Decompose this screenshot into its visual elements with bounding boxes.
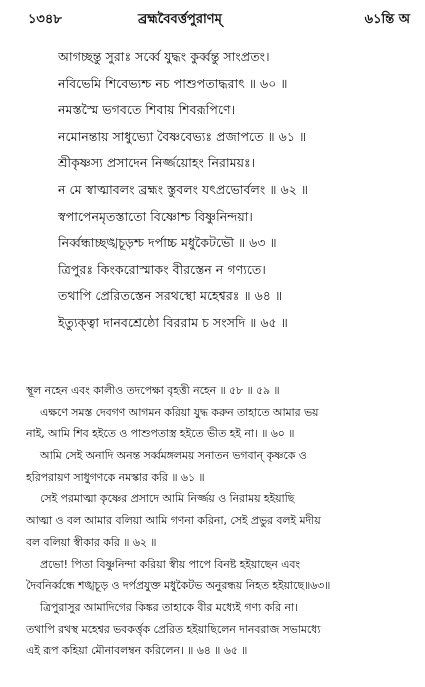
translation-line: দৈবনির্ব্বন্ধে শঙ্খচূড় ও দর্পপ্রযুক্ত মধুকৈটভ অনুরন্ধয় নিহত হইয়াছে॥৬৩॥: [26, 579, 331, 593]
book-title: ব্রহ্মবৈবর্ত্তপুরাণম্‌: [138, 12, 222, 27]
verse-line: নবিভেমি শিবেভ্যশ্চ নচ পাশুপতাদ্ধরাৎ ॥ ৬০ ॥: [58, 75, 288, 91]
section-marker: ৬১ন্তি অ: [364, 12, 410, 27]
verse-line: আগচ্ছন্তু সুরাঃ সর্ব্বে যুদ্ধং কুর্ব্বন্তু সাংপ্রতং।: [58, 49, 270, 64]
verse-line: ত্রিপুরঃ কিংকরোস্মাকং বীরস্তেন ন গণ্যতে।: [58, 261, 266, 277]
page-header: [28, 10, 410, 30]
verse-line: নমোনন্তায় সাধুভ্যো বৈষ্ণবেভ্যঃ প্রজাপতে ॥ ৬১ ॥: [58, 128, 307, 144]
translation-line: স্থূল নহেন এবং কালীও তদপেক্ষা বৃহত্তী নহেন ॥ ৫৮ ॥ ৫৯ ॥: [26, 384, 280, 397]
verse-line: স্বপাপেনমৃতস্তাতো বিষ্ণোশ্চ বিষ্ণুনিন্দয়া।: [58, 208, 253, 224]
verse-line: তথাপি প্রেরিতস্তেন সরথস্থো মহেশ্বরঃ ॥ ৬৪ ॥: [58, 288, 283, 304]
translation-line: নাই, আমি শিব হইতে ও পাশুপতাস্ত্র হইতে ভীত হই না। ॥ ৬০ ॥: [26, 427, 295, 441]
sanskrit-verses: [58, 44, 408, 337]
translation-line: আমি সেই অনাদি অনন্ত সর্ব্বমঙ্গলময় সনাতন ভগবান্‌ কৃষ্ণকে ও: [40, 449, 307, 463]
bengali-translation: [26, 380, 412, 662]
translation-line: ত্রিপুরাসুর আমাদিগের কিঙ্কর তাহাকে বীর মধ্যেই গণ্য করি না।: [40, 600, 298, 614]
translation-line: এক্ষণে সমস্ত দেবগণ আগমন করিয়া যুদ্ধ করুন তাহাতে আমার ভয়: [40, 405, 319, 419]
verse-line: ন মে স্বাত্মাবলং ব্রহ্মং স্তুবলং যৎপ্রভোর্বলং ॥ ৬২ ॥: [58, 181, 308, 197]
translation-line: প্রভো! পিতা বিষ্ণুনিন্দা করিয়া স্বীয় পাপে বিনষ্ট হইয়াছেন এবং: [40, 557, 301, 571]
translation-line: সেই পরমাত্মা কৃষ্ণের প্রসাদে আমি নির্জ্জয় ও নিরাময় হইয়াছি: [40, 492, 295, 506]
translation-line: হরিপরায়ণ সাধুগণকে নমস্কার করি ॥ ৬১ ॥: [26, 470, 205, 484]
verse-line: নির্ব্বন্ধাচ্ছঙ্খচূড়শ্চ দর্পাচ্চ মধুকৈটভৌ ॥ ৬৩ ॥: [58, 235, 277, 251]
verse-line: ইত্যুক্ত্বা দানবশ্রেষ্ঠো বিররাম চ সংসদি ॥ ৬৫ ॥: [58, 314, 288, 330]
translation-line: বল বলিয়া স্বীকার করি ॥ ৬২ ॥: [26, 535, 157, 549]
page-number: ১৩৪৮: [28, 12, 62, 27]
translation-line: তথাপি রথস্থ মহেশ্বর ভবকর্ত্তৃক প্রেরিত হইয়াছিলেন দানবরাজ সভামধ্যে: [26, 622, 321, 636]
verse-line: শ্রীকৃষ্ণস্য প্রসাদেন নির্জ্জয়োহং নিরাময়ঃ।: [58, 155, 256, 171]
verse-line: নমস্তস্মৈ ভগবতে শিবায় শিবরূপিণে।: [58, 102, 236, 118]
translation-line: এই রূপ কহিয়া মৌনাবলম্বন করিলেন। ॥ ৬৪ ॥ ৬৫ ॥: [26, 644, 248, 658]
translation-line: আত্মা ও বল আমার বলিয়া আমি গণনা করিনা, সেই প্রভুর বলই মদীয়: [26, 514, 321, 528]
